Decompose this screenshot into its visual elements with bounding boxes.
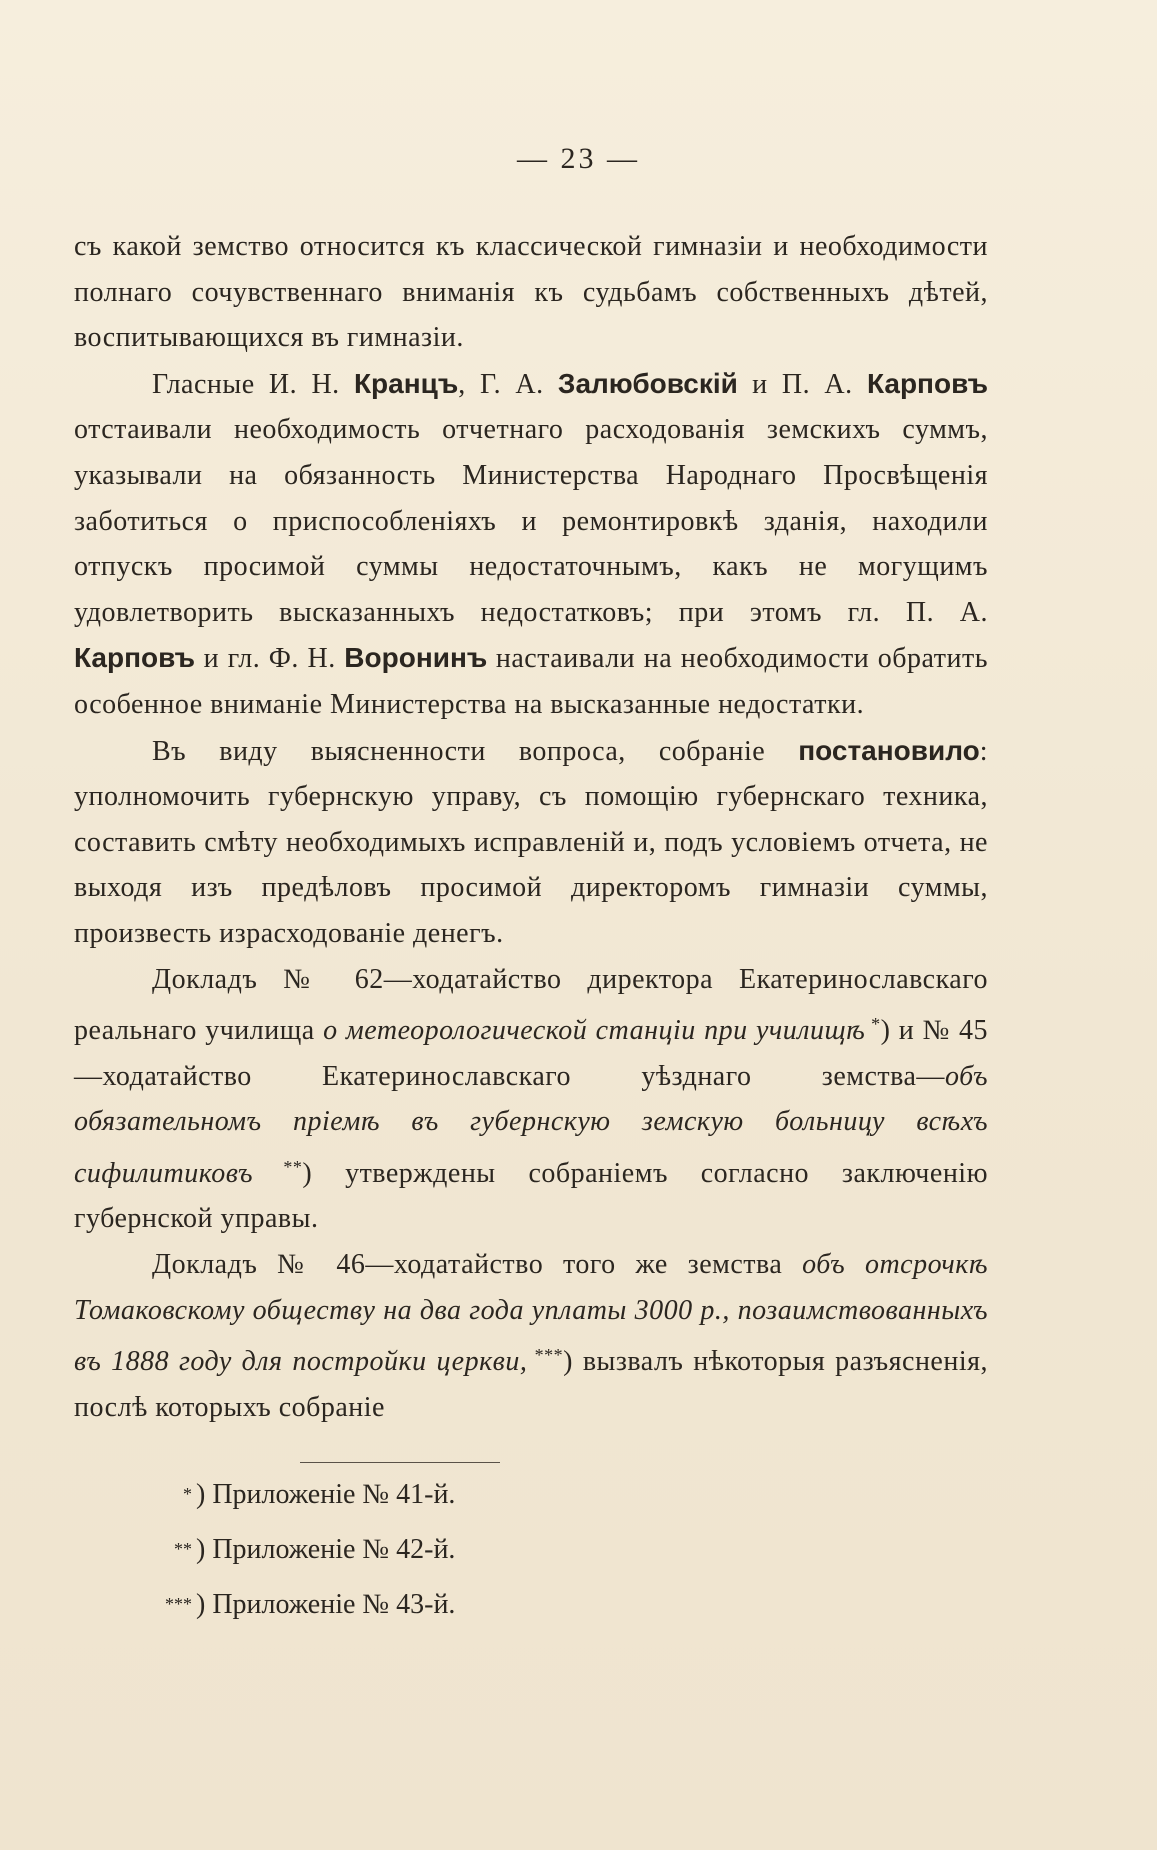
text-run: съ какой земство относится къ классической гимназіи и необходимости полнаго сочувственнаго вниманія къ судьбамъ собственныхъ дѣтей, воспитывающихся въ гимназіи. [74,231,988,354]
footnote-ref: ** [253,1156,303,1177]
text-run: ) утверждены собраніемъ согласно заключенію губернской управы. [74,1157,988,1235]
bold-name: Карповъ [866,367,989,399]
footnote-3 [100,1580,700,1635]
italic-text: объ обязательномъ пріемѣ въ губернскую земскую больницу всѣхъ сифилитиковъ [74,1060,988,1189]
paragraph-1 [74,224,988,361]
bold-name: Кранцъ [353,367,459,399]
footnote-1 [100,1470,700,1525]
footnote-mark: * [183,1484,192,1504]
paragraph-5 [74,1242,988,1430]
text-run: настаивали на необходимости обратить особенное вниманіе Министерства на высказанные недостатки. [74,643,988,720]
bold-name: Воронинъ [344,642,488,674]
paragraph-2 [74,361,988,728]
footnote-divider [300,1462,500,1463]
footnote-mark: *** [165,1594,192,1614]
page-number: — 23 — [517,142,640,175]
text-run: Докладъ № 46—ходатайство того же земства [152,1249,803,1281]
footnote-mark: ** [174,1539,192,1559]
bold-name: Залюбовскій [557,367,738,399]
text-run: Въ виду выясненности вопроса, собраніе [152,735,799,767]
text-run: отстаивали необходимость отчетнаго расходованія земскихъ суммъ, указывали на обязанность Министерства Народнаго Просвѣщенія заботиться о приспособленіяхъ и ремонтировкѣ зданія, находили отпускъ просимой суммы недостаточнымъ, какъ не могущимъ удовлетворить высказанныхъ недостатковъ; при этомъ гл. П. А. [74,414,988,628]
text-run: Гласные И. Н. [152,368,354,400]
italic-text: объ отсрочкѣ Томаковскому обществу на два года уплаты 3000 р., позаимствованныхъ въ 1888 году для постройки церкви, [74,1249,988,1378]
paragraph-4 [74,957,988,1243]
footnote-2 [100,1525,700,1580]
text-run: и П. А. [737,368,867,400]
text-run: , Г. А. [458,368,558,400]
footnote-ref: *** [527,1345,564,1366]
footnote-text: ) Приложеніе № 43-й. [196,1589,456,1620]
text-run: Докладъ № 62—ходатайство директора Екатеринославскаго реальнаго училища [74,963,988,1047]
footnote-text: ) Приложеніе № 41-й. [196,1479,456,1510]
footnote-text: ) Приложеніе № 42-й. [196,1534,456,1565]
paragraph-3 [74,728,988,957]
text-run: и гл. Ф. Н. [195,643,345,675]
footnotes [100,1470,700,1635]
text-run: ) вызвалъ нѣкоторыя разъясненія, послѣ которыхъ собраніе [74,1346,989,1423]
bold-name: постановило [798,734,980,766]
body-text [74,224,988,1430]
text-run: : уполномочить губернскую управу, съ помощію губернскаго техника, составить смѣту необходимыхъ исправленій и, подъ условіемъ отчета, не выходя изъ предѣловъ просимой директоромъ гимназіи суммы, произвесть израсходованіе денегъ. [74,735,988,949]
italic-text: о метеорологической станціи при училищѣ [323,1015,866,1047]
bold-name: Карповъ [74,642,196,674]
footnote-ref: * [865,1014,881,1035]
text-run: ) и № 45—ходатайство Екатеринославскаго уѣзднаго земства— [74,1015,988,1092]
